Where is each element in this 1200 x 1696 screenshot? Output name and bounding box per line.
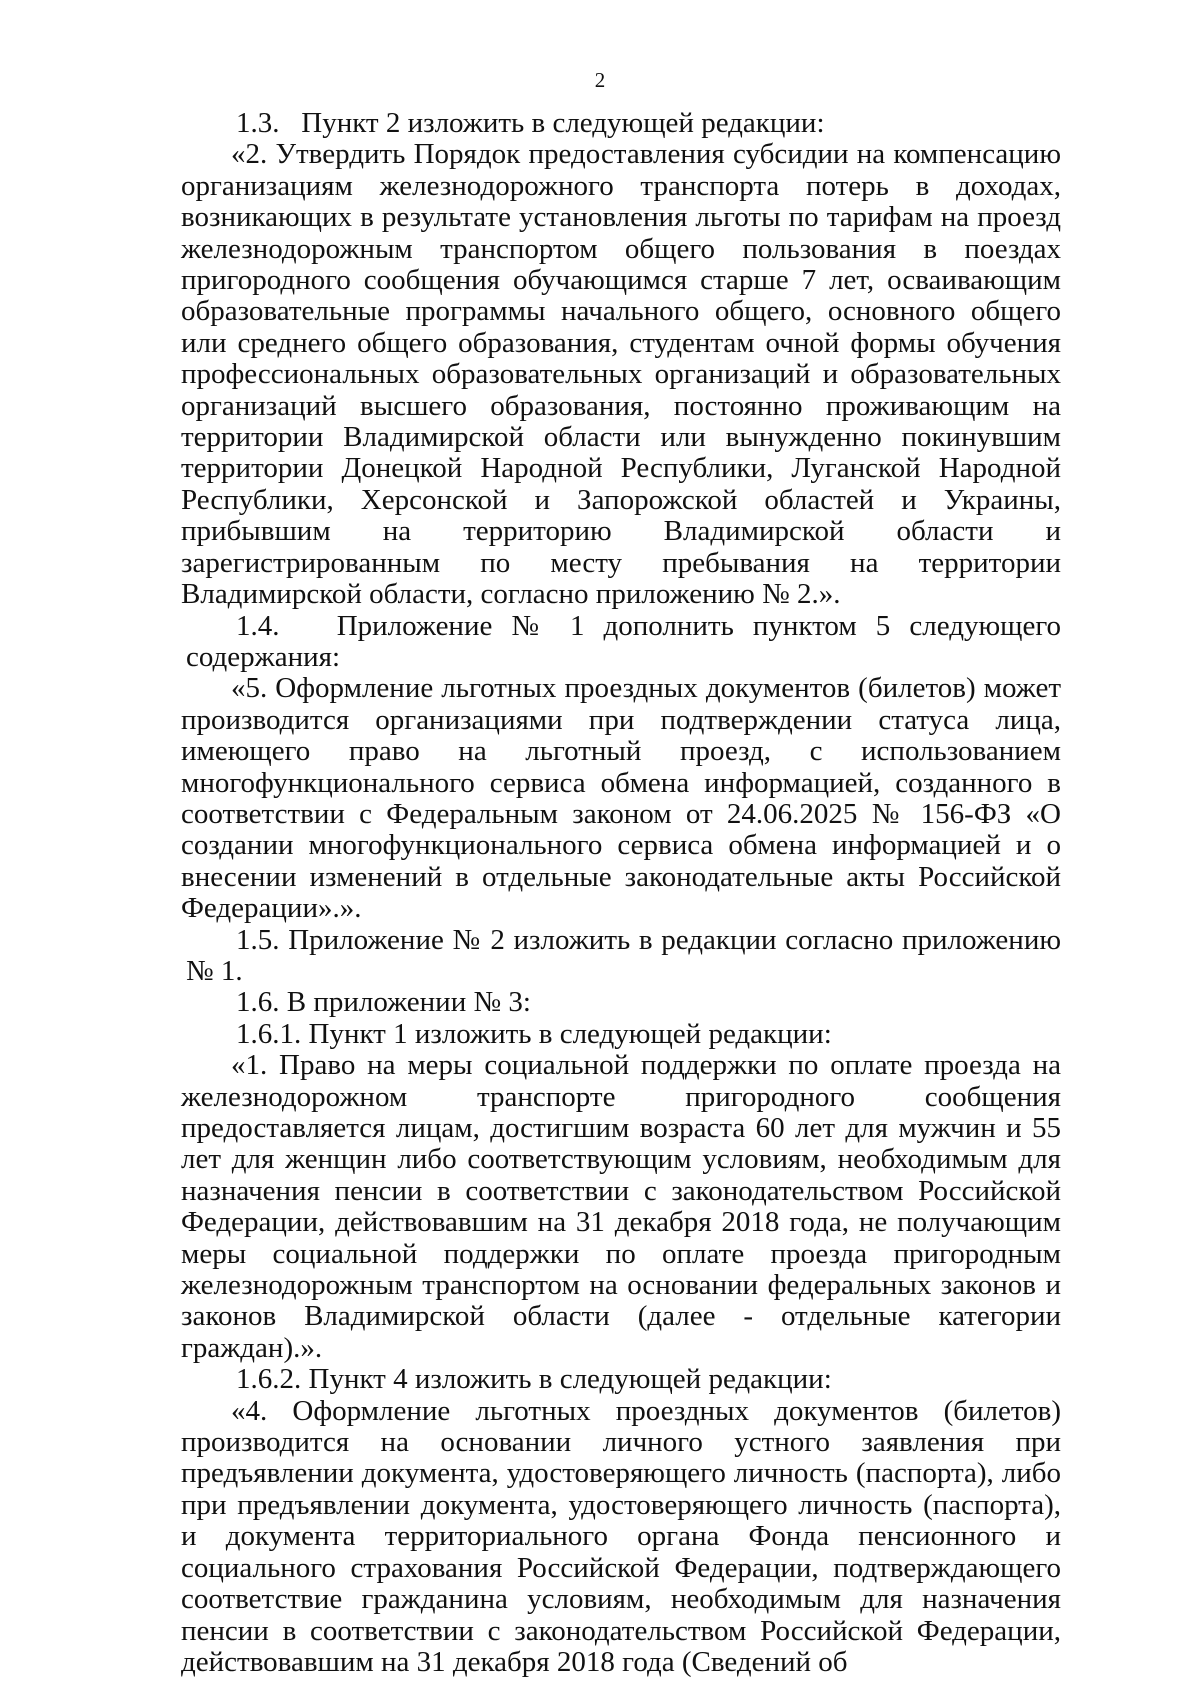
paragraph-1-6: 1.6. В приложении № 3: (236, 986, 531, 1019)
paragraph-1-3: 1.3. Пункт 2 изложить в следующей редакции: (236, 107, 825, 139)
paragraph-1-5: 1.5. Приложение № 2 изложить в редакции согласно приложению № 1. (186, 923, 1061, 987)
paragraph-1-6-1: 1.6.1. Пункт 1 изложить в следующей редакции: (236, 1017, 832, 1050)
paragraph-quote-2: «2. Утвердить Порядок предоставления субсидии на компенсацию организациям железнодорожного транспорта потерь в доходах, возникающих в результате установления льготы по тарифам на проезд железнодорожным транспортом общего пользования в поездах пригородного сообщения обучающимся старше 7 лет, осваивающим образовательные программы начального общего, основного общего или среднего общего образования, студентам очной формы обучения профессиональных образовательных организаций и образовательных организаций высшего образования, постоянно проживающим на территории Владимирской области или вынужденно покинувшим территории Донецкой Народной Республики, Луганской Народной Республики, Херсонской и Запорожской областей и Украины, прибывшим на территорию Владимирской области и зарегистрированным по месту пребывания на территории Владимирской области, согласно приложению № 2.». (181, 138, 1061, 611)
paragraph-1-6-2: 1.6.2. Пункт 4 изложить в следующей редакции: (236, 1363, 832, 1396)
paragraph-quote-1: «1. Право на меры социальной поддержки по оплате проезда на железнодорожном транспорте пригородного сообщения предоставляется лицам, достигшим возраста 60 лет для мужчин и 55 лет для женщин либо соответствующим условиям, необходимым для назначения пенсии в соответствии с законодательством Российской Федерации, действовавшим на 31 декабря 2018 года, не получающим меры социальной поддержки по оплате проезда пригородным железнодорожным транспортом на основании федеральных законов и законов Владимирской области (далее - отдельные категории граждан).». (181, 1049, 1061, 1364)
paragraph-1-4: 1.4. Приложение № 1 дополнить пунктом 5 следующего содержания: (186, 609, 1061, 673)
document-body (181, 107, 1061, 1678)
paragraph-quote-5: «5. Оформление льготных проездных документов (билетов) может производится организациями при подтверждении статуса лица, имеющего право на льготный проезд, с использованием многофункционального сервиса обмена информацией, созданного в соответствии с Федеральным законом от 24.06.2025 № 156-ФЗ «О создании многофункционального сервиса обмена информацией и о внесении изменений в отдельные законодательные акты Российской Федерации».». (181, 672, 1061, 925)
paragraph-quote-4: «4. Оформление льготных проездных документов (билетов) производится на основании личного устного заявления при предъявлении документа, удостоверяющего личность (паспорта), либо при предъявлении документа, удостоверяющего личность (паспорта), и документа территориального органа Фонда пенсионного и социального страхования Российской Федерации, подтверждающего соответствие гражданина условиям, необходимым для назначения пенсии в соответствии с законодательством Российской Федерации, действовавшим на 31 декабря 2018 года (Сведений об (181, 1394, 1061, 1678)
page-number: 2 (594, 68, 606, 92)
